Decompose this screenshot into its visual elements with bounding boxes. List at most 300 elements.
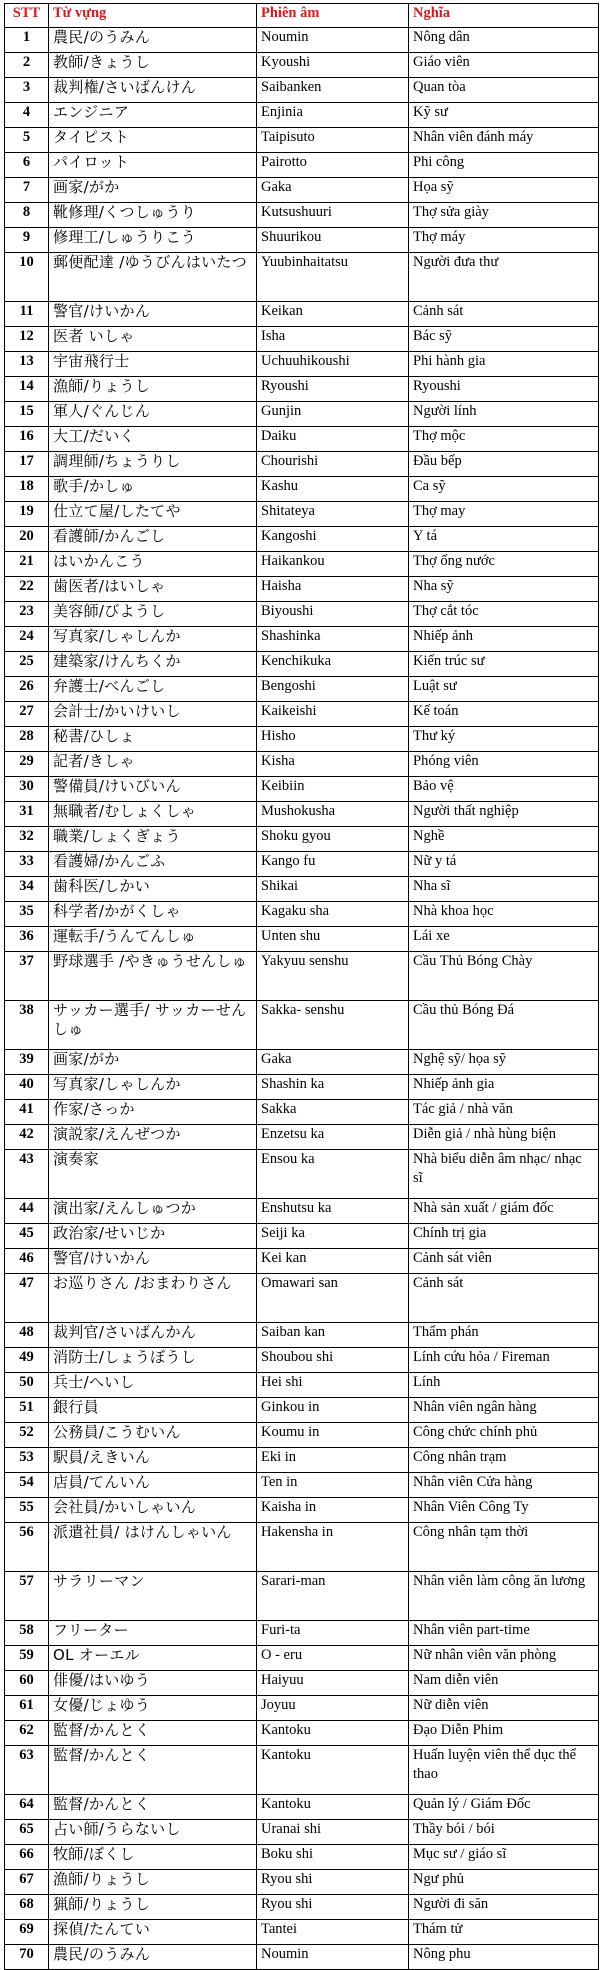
vocab-cell: フリーター	[49, 1621, 257, 1646]
meaning-cell: Nữ diễn viên	[409, 1696, 599, 1721]
row-number: 49	[5, 1348, 49, 1373]
meaning-cell: Thợ sửa giày	[409, 203, 599, 228]
row-number: 15	[5, 402, 49, 427]
vocab-cell: 公務員/こうむいん	[49, 1423, 257, 1448]
pronunciation-cell: Kaisha in	[257, 1498, 409, 1523]
row-number: 66	[5, 1845, 49, 1870]
table-row	[5, 402, 599, 427]
vocab-cell: 農民/のうみん	[49, 1945, 257, 1970]
pronunciation-cell: Ryou shi	[257, 1895, 409, 1920]
table-row	[5, 702, 599, 727]
vocab-cell: 牧師/ぼくし	[49, 1845, 257, 1870]
vocab-cell: サラリーマン	[49, 1572, 257, 1621]
pronunciation-cell: Shikai	[257, 877, 409, 902]
pronunciation-cell: Haisha	[257, 577, 409, 602]
vocab-cell: 政治家/せいじか	[49, 1224, 257, 1249]
meaning-cell: Nha sĩ	[409, 877, 599, 902]
meaning-cell: Kiến trúc sư	[409, 652, 599, 677]
vocab-cell: 科学者/かがくしゃ	[49, 902, 257, 927]
pronunciation-cell: Ten in	[257, 1473, 409, 1498]
pronunciation-cell: Furi-ta	[257, 1621, 409, 1646]
table-row	[5, 427, 599, 452]
vocab-cell: 監督/かんとく	[49, 1721, 257, 1746]
vocab-cell: 会社員/かいしゃいん	[49, 1498, 257, 1523]
meaning-cell: Thợ máy	[409, 228, 599, 253]
vocab-cell: 派遣社員/ はけんしゃいん	[49, 1523, 257, 1572]
meaning-cell: Nghệ sỹ/ họa sỹ	[409, 1050, 599, 1075]
meaning-cell: Lái xe	[409, 927, 599, 952]
table-row	[5, 1001, 599, 1050]
row-number: 38	[5, 1001, 49, 1050]
vocab-cell: 消防士/しょうぼうし	[49, 1348, 257, 1373]
vocab-cell: 俳優/はいゆう	[49, 1671, 257, 1696]
vocab-cell: 大工/だいく	[49, 427, 257, 452]
vocab-cell: 猟師/りょうし	[49, 1895, 257, 1920]
meaning-cell: Nhân viên làm công ăn lương	[409, 1572, 599, 1621]
row-number: 57	[5, 1572, 49, 1621]
vocab-cell: 宇宙飛行士	[49, 352, 257, 377]
meaning-cell: Kế toán	[409, 702, 599, 727]
vocab-cell: 兵士/へいし	[49, 1373, 257, 1398]
row-number: 52	[5, 1423, 49, 1448]
vocab-cell: 野球選手 /やきゅうせんしゅ	[49, 952, 257, 1001]
vocab-cell: OL オーエル	[49, 1646, 257, 1671]
pronunciation-cell: Unten shu	[257, 927, 409, 952]
table-row	[5, 902, 599, 927]
row-number: 23	[5, 602, 49, 627]
table-row	[5, 302, 599, 327]
table-row	[5, 1671, 599, 1696]
pronunciation-cell: Kaikeishi	[257, 702, 409, 727]
vocab-cell: 演出家/えんしゅつか	[49, 1199, 257, 1224]
row-number: 31	[5, 802, 49, 827]
table-row	[5, 153, 599, 178]
table-row	[5, 1621, 599, 1646]
pronunciation-cell: Ensou ka	[257, 1150, 409, 1199]
row-number: 9	[5, 228, 49, 253]
row-number: 16	[5, 427, 49, 452]
meaning-cell: Nha sỹ	[409, 577, 599, 602]
vocab-cell: 探偵/たんてい	[49, 1920, 257, 1945]
row-number: 13	[5, 352, 49, 377]
row-number: 24	[5, 627, 49, 652]
meaning-cell: Cầu thủ Bóng Đá	[409, 1001, 599, 1050]
pronunciation-cell: Ryou shi	[257, 1870, 409, 1895]
vocab-cell: 占い師/うらないし	[49, 1820, 257, 1845]
table-row	[5, 852, 599, 877]
table-row	[5, 1945, 599, 1970]
pronunciation-cell: Sarari-man	[257, 1572, 409, 1621]
meaning-cell: Người thất nghiệp	[409, 802, 599, 827]
table-row	[5, 1199, 599, 1224]
pronunciation-cell: Hakensha in	[257, 1523, 409, 1572]
row-number: 67	[5, 1870, 49, 1895]
vocab-cell: 歌手/かしゅ	[49, 477, 257, 502]
header-pronunciation: Phiên âm	[257, 4, 409, 28]
meaning-cell: Nhiếp ảnh gia	[409, 1075, 599, 1100]
row-number: 18	[5, 477, 49, 502]
table-row	[5, 652, 599, 677]
row-number: 4	[5, 103, 49, 128]
table-row	[5, 1820, 599, 1845]
pronunciation-cell: Haikankou	[257, 552, 409, 577]
row-number: 55	[5, 1498, 49, 1523]
vocab-cell: エンジニア	[49, 103, 257, 128]
meaning-cell: Luật sư	[409, 677, 599, 702]
row-number: 47	[5, 1274, 49, 1323]
vocab-cell: タイピスト	[49, 128, 257, 153]
pronunciation-cell: Enjinia	[257, 103, 409, 128]
table-row	[5, 577, 599, 602]
pronunciation-cell: Keibiin	[257, 777, 409, 802]
row-number: 68	[5, 1895, 49, 1920]
row-number: 43	[5, 1150, 49, 1199]
pronunciation-cell: Shoku gyou	[257, 827, 409, 852]
meaning-cell: Phi công	[409, 153, 599, 178]
meaning-cell: Nhân Viên Công Ty	[409, 1498, 599, 1523]
row-number: 58	[5, 1621, 49, 1646]
meaning-cell: Thợ may	[409, 502, 599, 527]
pronunciation-cell: Enshutsu ka	[257, 1199, 409, 1224]
meaning-cell: Thợ mộc	[409, 427, 599, 452]
pronunciation-cell: Noumin	[257, 1945, 409, 1970]
table-row	[5, 1448, 599, 1473]
table-row	[5, 1845, 599, 1870]
vocab-cell: 無職者/むしょくしゃ	[49, 802, 257, 827]
row-number: 62	[5, 1721, 49, 1746]
header-row	[5, 4, 599, 28]
row-number: 42	[5, 1125, 49, 1150]
meaning-cell: Công nhân tạm thời	[409, 1523, 599, 1572]
row-number: 56	[5, 1523, 49, 1572]
meaning-cell: Ryoushi	[409, 377, 599, 402]
pronunciation-cell: Shuurikou	[257, 228, 409, 253]
pronunciation-cell: Gunjin	[257, 402, 409, 427]
vocab-cell: 歯医者/はいしゃ	[49, 577, 257, 602]
table-row	[5, 452, 599, 477]
pronunciation-cell: Noumin	[257, 28, 409, 53]
vocab-cell: 靴修理/くつしゅうり	[49, 203, 257, 228]
row-number: 65	[5, 1820, 49, 1845]
pronunciation-cell: Omawari san	[257, 1274, 409, 1323]
pronunciation-cell: Kisha	[257, 752, 409, 777]
meaning-cell: Thợ cắt tóc	[409, 602, 599, 627]
vocab-cell: 写真家/しゃしんか	[49, 627, 257, 652]
table-row	[5, 477, 599, 502]
meaning-cell: Nông dân	[409, 28, 599, 53]
pronunciation-cell: Yuubinhaitatsu	[257, 253, 409, 302]
meaning-cell: Thư ký	[409, 727, 599, 752]
table-row	[5, 777, 599, 802]
table-row	[5, 602, 599, 627]
row-number: 53	[5, 1448, 49, 1473]
meaning-cell: Ca sỹ	[409, 477, 599, 502]
meaning-cell: Nữ y tá	[409, 852, 599, 877]
vocab-cell: 演奏家	[49, 1150, 257, 1199]
row-number: 35	[5, 902, 49, 927]
meaning-cell: Diễn giả / nhà hùng biện	[409, 1125, 599, 1150]
pronunciation-cell: Haiyuu	[257, 1671, 409, 1696]
meaning-cell: Kỹ sư	[409, 103, 599, 128]
meaning-cell: Nhà khoa học	[409, 902, 599, 927]
row-number: 29	[5, 752, 49, 777]
row-number: 2	[5, 53, 49, 78]
table-row	[5, 1498, 599, 1523]
pronunciation-cell: Hisho	[257, 727, 409, 752]
vocab-cell: 軍人/ぐんじん	[49, 402, 257, 427]
meaning-cell: Thám tử	[409, 1920, 599, 1945]
table-row	[5, 28, 599, 53]
meaning-cell: Quan tòa	[409, 78, 599, 103]
table-row	[5, 877, 599, 902]
pronunciation-cell: Biyoushi	[257, 602, 409, 627]
vocab-cell: 医者 いしゃ	[49, 327, 257, 352]
table-row	[5, 1523, 599, 1572]
vocab-cell: はいかんこう	[49, 552, 257, 577]
meaning-cell: Y tá	[409, 527, 599, 552]
meaning-cell: Người đưa thư	[409, 253, 599, 302]
table-row	[5, 1423, 599, 1448]
row-number: 33	[5, 852, 49, 877]
pronunciation-cell: Chourishi	[257, 452, 409, 477]
table-row	[5, 952, 599, 1001]
table-row	[5, 1249, 599, 1274]
table-row	[5, 1050, 599, 1075]
vocab-cell: 裁判権/さいばんけん	[49, 78, 257, 103]
pronunciation-cell: Yakyuu senshu	[257, 952, 409, 1001]
pronunciation-cell: Keikan	[257, 302, 409, 327]
vocab-cell: 画家/がか	[49, 1050, 257, 1075]
row-number: 45	[5, 1224, 49, 1249]
vocab-cell: 秘書/ひしょ	[49, 727, 257, 752]
row-number: 1	[5, 28, 49, 53]
vocab-cell: 農民/のうみん	[49, 28, 257, 53]
vocab-cell: 画家/がか	[49, 178, 257, 203]
table-row	[5, 1795, 599, 1820]
pronunciation-cell: Bengoshi	[257, 677, 409, 702]
row-number: 21	[5, 552, 49, 577]
table-row	[5, 1646, 599, 1671]
pronunciation-cell: Shashin ka	[257, 1075, 409, 1100]
row-number: 59	[5, 1646, 49, 1671]
table-row	[5, 203, 599, 228]
table-row	[5, 1125, 599, 1150]
row-number: 28	[5, 727, 49, 752]
meaning-cell: Công nhân trạm	[409, 1448, 599, 1473]
pronunciation-cell: Eki in	[257, 1448, 409, 1473]
vocab-cell: 漁師/りょうし	[49, 1870, 257, 1895]
row-number: 51	[5, 1398, 49, 1423]
pronunciation-cell: Mushokusha	[257, 802, 409, 827]
vocab-cell: 警備員/けいびいん	[49, 777, 257, 802]
vocab-cell: 監督/かんとく	[49, 1746, 257, 1795]
vocab-cell: 建築家/けんちくか	[49, 652, 257, 677]
meaning-cell: Mục sư / giáo sĩ	[409, 1845, 599, 1870]
row-number: 26	[5, 677, 49, 702]
table-row	[5, 1746, 599, 1795]
meaning-cell: Người đi săn	[409, 1895, 599, 1920]
table-row	[5, 1473, 599, 1498]
pronunciation-cell: Kangoshi	[257, 527, 409, 552]
table-row	[5, 78, 599, 103]
meaning-cell: Nhà biểu diễn âm nhạc/ nhạc sĩ	[409, 1150, 599, 1199]
row-number: 37	[5, 952, 49, 1001]
meaning-cell: Bảo vệ	[409, 777, 599, 802]
pronunciation-cell: Kyoushi	[257, 53, 409, 78]
table-row	[5, 103, 599, 128]
vocab-cell: 作家/さっか	[49, 1100, 257, 1125]
header-meaning: Nghĩa	[409, 4, 599, 28]
row-number: 22	[5, 577, 49, 602]
pronunciation-cell: Uchuuhikoushi	[257, 352, 409, 377]
table-row	[5, 1100, 599, 1125]
vocab-cell: 看護師/かんごし	[49, 527, 257, 552]
meaning-cell: Cảnh sát	[409, 1274, 599, 1323]
vocab-cell: 裁判官/さいばんかん	[49, 1323, 257, 1348]
meaning-cell: Chính trị gia	[409, 1224, 599, 1249]
meaning-cell: Huấn luyện viên thể dục thể thao	[409, 1746, 599, 1795]
table-row	[5, 1373, 599, 1398]
pronunciation-cell: Daiku	[257, 427, 409, 452]
meaning-cell: Cảnh sát viên	[409, 1249, 599, 1274]
meaning-cell: Thầy bói / bói	[409, 1820, 599, 1845]
row-number: 32	[5, 827, 49, 852]
vocab-cell: 漁師/りょうし	[49, 377, 257, 402]
pronunciation-cell: Sakka	[257, 1100, 409, 1125]
row-number: 10	[5, 253, 49, 302]
vocab-cell: 歯科医/しかい	[49, 877, 257, 902]
row-number: 25	[5, 652, 49, 677]
vocab-cell: 演説家/えんぜつか	[49, 1125, 257, 1150]
pronunciation-cell: Tantei	[257, 1920, 409, 1945]
row-number: 8	[5, 203, 49, 228]
pronunciation-cell: Kantoku	[257, 1721, 409, 1746]
row-number: 6	[5, 153, 49, 178]
vocab-cell: 弁護士/べんごし	[49, 677, 257, 702]
row-number: 39	[5, 1050, 49, 1075]
pronunciation-cell: Koumu in	[257, 1423, 409, 1448]
vocab-cell: 郵便配達 /ゆうびんはいたつ	[49, 253, 257, 302]
table-row	[5, 552, 599, 577]
table-row	[5, 1150, 599, 1199]
table-row	[5, 178, 599, 203]
table-row	[5, 228, 599, 253]
vocab-cell: 看護婦/かんごふ	[49, 852, 257, 877]
vocab-cell: 運転手/うんてんしゅ	[49, 927, 257, 952]
row-number: 17	[5, 452, 49, 477]
meaning-cell: Nghề	[409, 827, 599, 852]
pronunciation-cell: Kashu	[257, 477, 409, 502]
table-row	[5, 377, 599, 402]
pronunciation-cell: Sakka- senshu	[257, 1001, 409, 1050]
vocab-cell: 教師/きょうし	[49, 53, 257, 78]
meaning-cell: Lính cứu hỏa / Fireman	[409, 1348, 599, 1373]
table-row	[5, 128, 599, 153]
row-number: 3	[5, 78, 49, 103]
row-number: 61	[5, 1696, 49, 1721]
vocab-cell: 銀行員	[49, 1398, 257, 1423]
row-number: 5	[5, 128, 49, 153]
vocab-cell: サッカー選手/ サッカーせんしゅ	[49, 1001, 257, 1050]
pronunciation-cell: O - eru	[257, 1646, 409, 1671]
table-row	[5, 1721, 599, 1746]
vocab-cell: 修理工/しゅうりこう	[49, 228, 257, 253]
vocab-cell: 会計士/かいけいし	[49, 702, 257, 727]
table-row	[5, 1348, 599, 1373]
table-row	[5, 1870, 599, 1895]
table-row	[5, 752, 599, 777]
row-number: 50	[5, 1373, 49, 1398]
table-row	[5, 677, 599, 702]
row-number: 46	[5, 1249, 49, 1274]
row-number: 54	[5, 1473, 49, 1498]
meaning-cell: Nam diễn viên	[409, 1671, 599, 1696]
pronunciation-cell: Saibanken	[257, 78, 409, 103]
row-number: 30	[5, 777, 49, 802]
pronunciation-cell: Kutsushuuri	[257, 203, 409, 228]
table-row	[5, 1696, 599, 1721]
pronunciation-cell: Boku shi	[257, 1845, 409, 1870]
pronunciation-cell: Shashinka	[257, 627, 409, 652]
pronunciation-cell: Ryoushi	[257, 377, 409, 402]
pronunciation-cell: Pairotto	[257, 153, 409, 178]
meaning-cell: Tác giả / nhà văn	[409, 1100, 599, 1125]
table-body	[5, 28, 599, 1970]
meaning-cell: Thẩm phán	[409, 1323, 599, 1348]
row-number: 7	[5, 178, 49, 203]
pronunciation-cell: Shoubou shi	[257, 1348, 409, 1373]
row-number: 12	[5, 327, 49, 352]
pronunciation-cell: Seiji ka	[257, 1224, 409, 1249]
vocab-cell: 仕立て屋/したてや	[49, 502, 257, 527]
table-row	[5, 927, 599, 952]
meaning-cell: Thợ ống nước	[409, 552, 599, 577]
meaning-cell: Nhiếp ảnh	[409, 627, 599, 652]
pronunciation-cell: Kei kan	[257, 1249, 409, 1274]
table-row	[5, 802, 599, 827]
table-row	[5, 352, 599, 377]
table-row	[5, 1920, 599, 1945]
row-number: 20	[5, 527, 49, 552]
pronunciation-cell: Hei shi	[257, 1373, 409, 1398]
vocab-cell: 監督/かんとく	[49, 1795, 257, 1820]
vocab-cell: 警官/けいかん	[49, 302, 257, 327]
row-number: 64	[5, 1795, 49, 1820]
row-number: 70	[5, 1945, 49, 1970]
vocab-cell: 駅員/えきいん	[49, 1448, 257, 1473]
pronunciation-cell: Joyuu	[257, 1696, 409, 1721]
meaning-cell: Nông phu	[409, 1945, 599, 1970]
meaning-cell: Nhà sản xuất / giám đốc	[409, 1199, 599, 1224]
meaning-cell: Phi hành gia	[409, 352, 599, 377]
pronunciation-cell: Kantoku	[257, 1746, 409, 1795]
vocab-cell: 店員/てんいん	[49, 1473, 257, 1498]
table-row	[5, 1895, 599, 1920]
meaning-cell: Nữ nhân viên văn phòng	[409, 1646, 599, 1671]
row-number: 60	[5, 1671, 49, 1696]
meaning-cell: Đạo Diễn Phim	[409, 1721, 599, 1746]
meaning-cell: Công chức chính phủ	[409, 1423, 599, 1448]
row-number: 63	[5, 1746, 49, 1795]
pronunciation-cell: Gaka	[257, 178, 409, 203]
vocab-cell: 女優/じょゆう	[49, 1696, 257, 1721]
table-row	[5, 1572, 599, 1621]
row-number: 48	[5, 1323, 49, 1348]
row-number: 27	[5, 702, 49, 727]
row-number: 40	[5, 1075, 49, 1100]
meaning-cell: Phóng viên	[409, 752, 599, 777]
row-number: 19	[5, 502, 49, 527]
